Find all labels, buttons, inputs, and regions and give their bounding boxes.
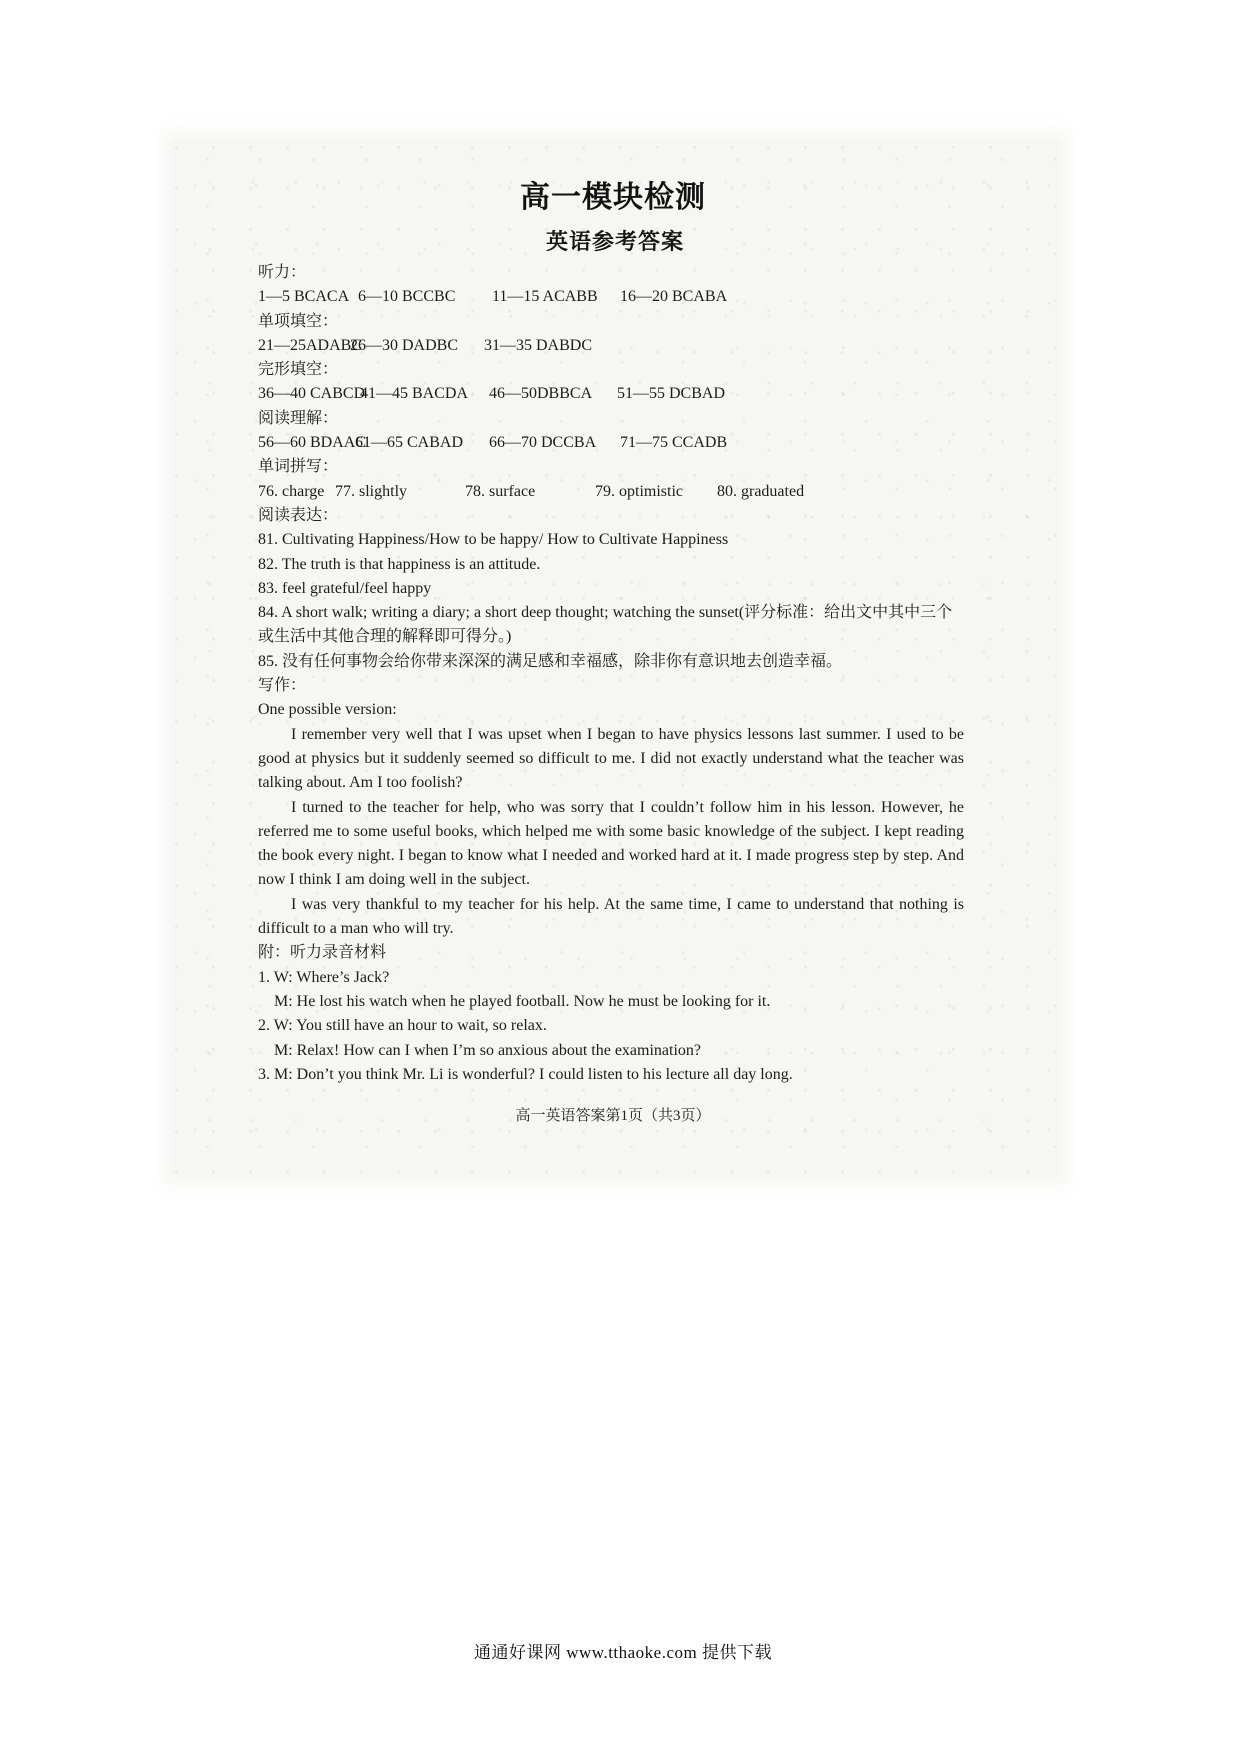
answer-group: 16—20 BCABA	[620, 288, 728, 306]
answer-group: 21—25ADABC	[258, 336, 363, 354]
transcript-line: 3. M: Don’t you think Mr. Li is wonderful? I could listen to his lecture all day long.	[258, 1065, 793, 1083]
section-heading-appendix: 附：听力录音材料	[258, 944, 387, 962]
section-heading-writing: 写作：	[258, 677, 307, 695]
answer-group: 51—55 DCBAD	[617, 385, 726, 403]
transcript-line: M: He lost his watch when he played football. Now he must be looking for it.	[274, 992, 771, 1010]
section-heading-cloze: 完形填空：	[258, 361, 339, 379]
answer-group: 6—10 BCCBC	[358, 288, 456, 306]
answer-group: 31—35 DABDC	[484, 336, 593, 354]
answer-group: 26—30 DADBC	[350, 336, 459, 354]
spelling-answer: 80. graduated	[717, 482, 805, 500]
essay-paragraph: I turned to the teacher for help, who was sorry that I couldn’t follow him in his lesson. However, he referred me to some useful books, which helped me with some basic knowledge of the subject. I kept reading the book every night. I began to know what I needed and worked hard at it. I made progress step by step. And now I think I am doing well in the subject.	[258, 798, 964, 889]
answer-row-cloze	[258, 382, 964, 406]
answer-row-spelling	[258, 480, 964, 504]
spelling-answer: 79. optimistic	[595, 482, 683, 500]
answer-key-body	[258, 261, 964, 1087]
answer-row-single-choice	[258, 334, 964, 358]
answer-group: 41—45 BACDA	[360, 385, 469, 403]
download-source-note: 通通好课网 www.tthaoke.com 提供下载	[473, 1643, 773, 1662]
transcript-line: 2. W: You still have an hour to wait, so relax.	[258, 1017, 547, 1035]
section-heading-listening: 听力：	[258, 264, 307, 281]
answer-group: 11—15 ACABB	[492, 288, 598, 306]
spelling-answer: 78. surface	[465, 482, 536, 500]
page-subtitle: 英语参考答案	[545, 229, 684, 254]
answer-group: 71—75 CCADB	[620, 434, 728, 452]
transcript-line: 1. W: Where’s Jack?	[258, 968, 390, 986]
transcript-line: M: Relax! How can I when I’m so anxious about the examination?	[274, 1041, 701, 1059]
reading-expression-answer: 81. Cultivating Happiness/How to be happy/ How to Cultivate Happiness	[258, 531, 729, 549]
section-heading-single-choice: 单项填空：	[258, 312, 339, 330]
essay-paragraph: I remember very well that I was upset when I began to have physics lessons last summer. I used to be good at physics but it suddenly seemed so difficult to me. I did not exactly understand what the teacher was talking about. Am I too foolish?	[258, 725, 964, 792]
answer-row-listening	[258, 285, 964, 309]
reading-expression-answer: 85. 没有任何事物会给你带来深深的满足感和幸福感，除非你有意识地去创造幸福。	[258, 652, 843, 670]
answer-group: 36—40 CABCD	[258, 385, 366, 403]
essay-paragraph: I was very thankful to my teacher for his help. At the same time, I came to understand that nothing is difficult to a man who will try.	[258, 895, 964, 938]
writing-intro: One possible version:	[258, 701, 397, 719]
answer-group: 61—65 CABAD	[355, 434, 464, 452]
answer-group: 66—70 DCCBA	[489, 434, 597, 452]
spelling-answer: 76. charge	[258, 482, 325, 500]
answer-group: 56—60 BDAAC	[258, 434, 367, 452]
reading-expression-answer: 84. A short walk; writing a diary; a short deep thought; watching the sunset(评分标准：给出文中其中三个或生活中其他合理的解释即可得分。)	[258, 604, 953, 646]
reading-expression-answer: 83. feel grateful/feel happy	[258, 579, 432, 597]
answer-group: 1—5 BCACA	[258, 288, 350, 306]
section-heading-spelling: 单词拼写：	[258, 458, 339, 476]
section-heading-reading-expression: 阅读表达：	[258, 506, 339, 524]
page-footer: 高一英语答案第1页（共3页）	[515, 1108, 711, 1124]
spelling-answer: 77. slightly	[335, 482, 408, 500]
answer-row-reading	[258, 431, 964, 455]
page-title: 高一模块检测	[520, 181, 706, 214]
section-heading-reading: 阅读理解：	[258, 409, 339, 427]
answer-group: 46—50DBBCA	[489, 385, 593, 403]
reading-expression-answer: 82. The truth is that happiness is an attitude.	[258, 555, 541, 573]
